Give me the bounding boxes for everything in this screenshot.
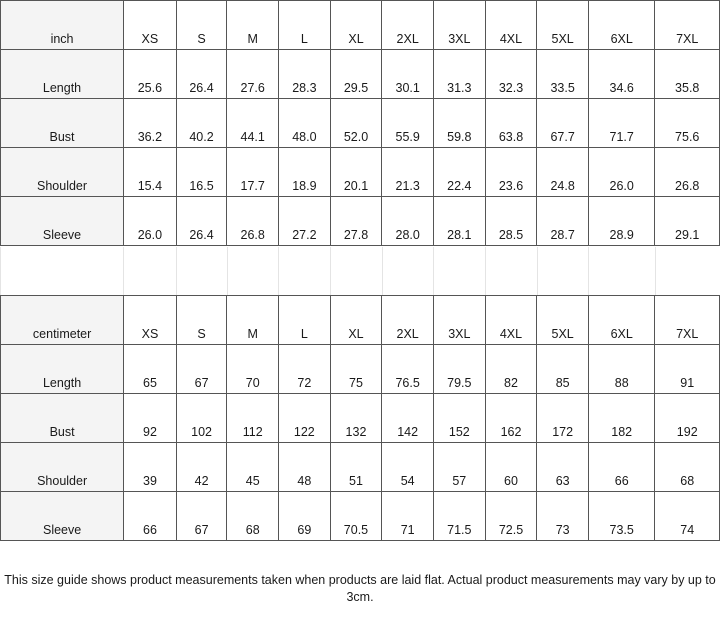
- measurement-value: 68: [227, 492, 279, 541]
- header-row: [1, 1, 720, 50]
- measurement-value: 33.5: [537, 50, 589, 99]
- measurement-value: 63: [537, 443, 589, 492]
- measurement-value: 24.8: [537, 148, 589, 197]
- size-table-inch: [0, 0, 720, 246]
- measurement-value: 152: [433, 394, 485, 443]
- size-header: 6XL: [588, 296, 654, 345]
- measurement-value: 72: [279, 345, 331, 394]
- size-header: 6XL: [588, 1, 654, 50]
- size-header: 4XL: [485, 296, 537, 345]
- measurement-value: 26.4: [176, 197, 227, 246]
- measurement-value: 82: [485, 345, 537, 394]
- measurement-value: 28.7: [537, 197, 589, 246]
- measurement-row: [1, 394, 720, 443]
- size-header: 5XL: [537, 296, 589, 345]
- measurement-value: 54: [382, 443, 434, 492]
- size-header: 7XL: [655, 1, 720, 50]
- measurement-value: 70.5: [330, 492, 382, 541]
- size-header: 2XL: [382, 1, 434, 50]
- size-header: L: [279, 1, 331, 50]
- measurement-value: 26.4: [176, 50, 227, 99]
- measurement-value: 67: [176, 492, 227, 541]
- measurement-value: 55.9: [382, 99, 434, 148]
- measurement-value: 60: [485, 443, 537, 492]
- measurement-value: 67: [176, 345, 227, 394]
- measurement-value: 31.3: [434, 50, 486, 99]
- measurement-value: 73: [537, 492, 589, 541]
- measurement-value: 42: [176, 443, 227, 492]
- measurement-value: 52.0: [330, 99, 382, 148]
- measurement-value: 29.1: [655, 197, 720, 246]
- measurement-value: 35.8: [655, 50, 720, 99]
- unit-label: centimeter: [1, 296, 124, 345]
- measurement-value: 20.1: [330, 148, 382, 197]
- measurement-value: 28.3: [279, 50, 331, 99]
- size-header: 3XL: [434, 1, 486, 50]
- size-guide-note: This size guide shows product measurements taken when products are laid flat. Actual product measurements may vary by up to 3cm.: [4, 573, 716, 604]
- size-header: XL: [330, 1, 382, 50]
- measurement-label: Length: [1, 50, 124, 99]
- measurement-row: [1, 345, 720, 394]
- size-header: 4XL: [485, 1, 537, 50]
- measurement-value: 69: [279, 492, 331, 541]
- measurement-value: 28.9: [588, 197, 654, 246]
- measurement-value: 70: [227, 345, 279, 394]
- measurement-value: 66: [124, 492, 177, 541]
- measurement-value: 21.3: [382, 148, 434, 197]
- measurement-value: 26.8: [655, 148, 720, 197]
- measurement-value: 142: [382, 394, 434, 443]
- measurement-value: 88: [588, 345, 654, 394]
- measurement-value: 72.5: [485, 492, 537, 541]
- measurement-value: 28.5: [485, 197, 537, 246]
- measurement-value: 27.8: [330, 197, 382, 246]
- measurement-value: 51: [330, 443, 382, 492]
- measurement-row: [1, 197, 720, 246]
- size-header: 7XL: [655, 296, 720, 345]
- measurement-value: 26.0: [124, 197, 177, 246]
- measurement-value: 182: [588, 394, 654, 443]
- measurement-value: 32.3: [485, 50, 537, 99]
- measurement-label: Shoulder: [1, 148, 124, 197]
- measurement-value: 26.8: [227, 197, 279, 246]
- measurement-value: 23.6: [485, 148, 537, 197]
- size-header: XL: [330, 296, 382, 345]
- measurement-value: 91: [655, 345, 720, 394]
- measurement-value: 85: [537, 345, 589, 394]
- measurement-value: 59.8: [434, 99, 486, 148]
- measurement-value: 63.8: [485, 99, 537, 148]
- measurement-label: Length: [1, 345, 124, 394]
- measurement-label: Sleeve: [1, 197, 124, 246]
- size-header: S: [176, 1, 227, 50]
- unit-label: inch: [1, 1, 124, 50]
- measurement-row: [1, 50, 720, 99]
- measurement-value: 65: [124, 345, 177, 394]
- measurement-value: 67.7: [537, 99, 589, 148]
- size-header: 3XL: [433, 296, 485, 345]
- measurement-row: [1, 443, 720, 492]
- measurement-value: 27.2: [279, 197, 331, 246]
- measurement-label: Bust: [1, 99, 124, 148]
- measurement-value: 192: [655, 394, 720, 443]
- measurement-value: 22.4: [434, 148, 486, 197]
- measurement-value: 15.4: [124, 148, 177, 197]
- measurement-label: Bust: [1, 394, 124, 443]
- measurement-value: 44.1: [227, 99, 279, 148]
- measurement-value: 112: [227, 394, 279, 443]
- measurement-row: [1, 99, 720, 148]
- measurement-value: 75: [330, 345, 382, 394]
- size-header: M: [227, 1, 279, 50]
- measurement-value: 57: [433, 443, 485, 492]
- measurement-value: 79.5: [433, 345, 485, 394]
- measurement-value: 16.5: [176, 148, 227, 197]
- measurement-value: 39: [124, 443, 177, 492]
- measurement-value: 66: [588, 443, 654, 492]
- measurement-value: 30.1: [382, 50, 434, 99]
- measurement-row: [1, 148, 720, 197]
- measurement-value: 71: [382, 492, 434, 541]
- measurement-value: 172: [537, 394, 589, 443]
- measurement-value: 26.0: [588, 148, 654, 197]
- measurement-value: 71.7: [588, 99, 654, 148]
- measurement-value: 122: [279, 394, 331, 443]
- measurement-value: 68: [655, 443, 720, 492]
- size-header: 5XL: [537, 1, 589, 50]
- measurement-value: 40.2: [176, 99, 227, 148]
- measurement-value: 28.1: [434, 197, 486, 246]
- measurement-value: 28.0: [382, 197, 434, 246]
- measurement-value: 76.5: [382, 345, 434, 394]
- measurement-value: 17.7: [227, 148, 279, 197]
- size-header: XS: [124, 296, 177, 345]
- measurement-row: [1, 492, 720, 541]
- measurement-value: 48: [279, 443, 331, 492]
- measurement-value: 34.6: [588, 50, 654, 99]
- size-header: XS: [124, 1, 177, 50]
- measurement-value: 36.2: [124, 99, 177, 148]
- measurement-label: Shoulder: [1, 443, 124, 492]
- measurement-value: 25.6: [124, 50, 177, 99]
- measurement-value: 71.5: [433, 492, 485, 541]
- spacer-row: [0, 247, 720, 295]
- size-header: M: [227, 296, 279, 345]
- size-header: S: [176, 296, 227, 345]
- measurement-value: 132: [330, 394, 382, 443]
- header-row: [1, 296, 720, 345]
- measurement-value: 27.6: [227, 50, 279, 99]
- measurement-value: 102: [176, 394, 227, 443]
- size-header: L: [279, 296, 331, 345]
- size-table-centimeter: [0, 295, 720, 541]
- measurement-value: 18.9: [279, 148, 331, 197]
- measurement-value: 29.5: [330, 50, 382, 99]
- size-header: 2XL: [382, 296, 434, 345]
- measurement-value: 48.0: [279, 99, 331, 148]
- measurement-value: 75.6: [655, 99, 720, 148]
- measurement-value: 45: [227, 443, 279, 492]
- measurement-value: 74: [655, 492, 720, 541]
- measurement-value: 162: [485, 394, 537, 443]
- measurement-value: 73.5: [588, 492, 654, 541]
- measurement-value: 92: [124, 394, 177, 443]
- measurement-label: Sleeve: [1, 492, 124, 541]
